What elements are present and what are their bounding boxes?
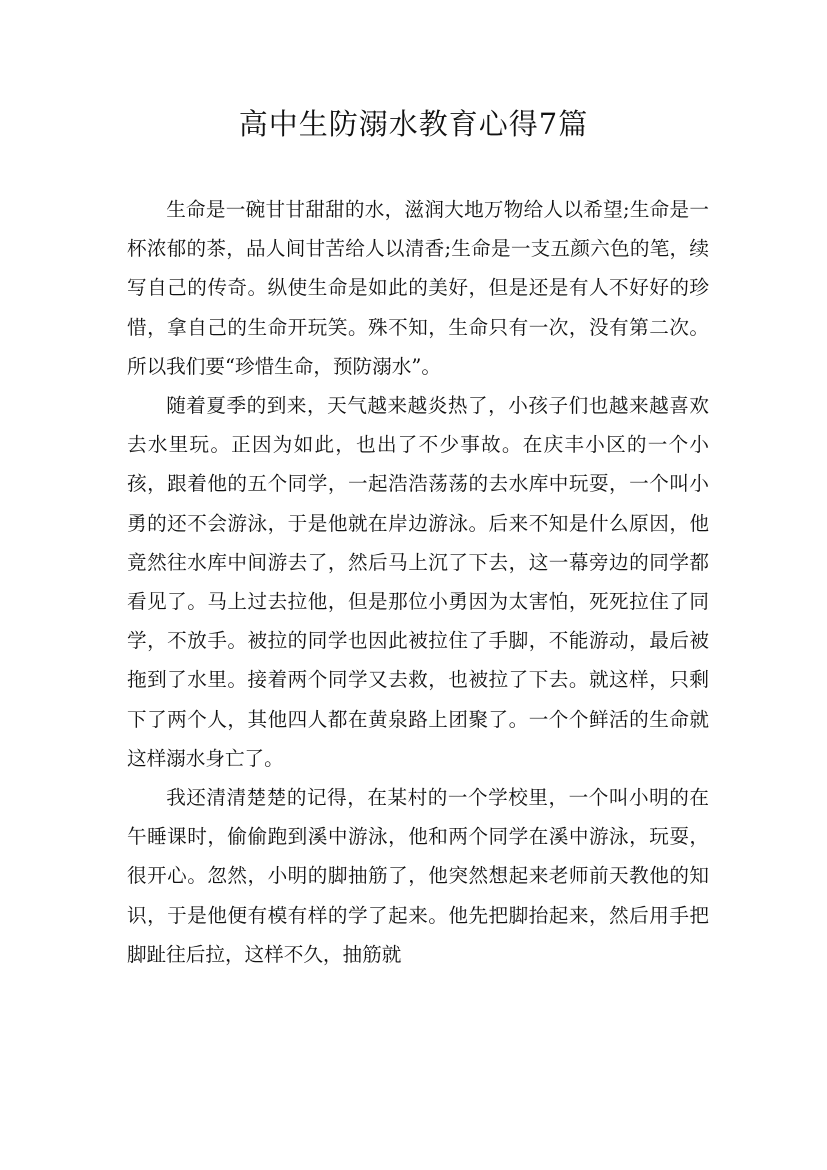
paragraph-2: 随着夏季的到来，天气越来越炎热了，小孩子们也越来越喜欢去水里玩。正因为如此，也出了不少事故。在庆丰小区的一个小孩，跟着他的五个同学，一起浩浩荡荡的去水库中玩耍，一个叫小勇的还不会游泳，于是他就在岸边游泳。后来不知是什么原因，他竟然往水库中间游去了，然后马上沉了下去，这一幕旁边的同学都看见了。马上过去拉他，但是那位小勇因为太害怕，死死拉住了同学，不放手。被拉的同学也因此被拉住了手脚，不能游动，最后被拖到了水里。接着两个同学又去救，也被拉了下去。就这样，只剩下了两个人，其他四人都在黄泉路上团聚了。一个个鲜活的生命就这样溺水身亡了。 [127,394,709,770]
paragraph-1: 生命是一碗甘甘甜甜的水，滋润大地万物给人以希望;生命是一杯浓郁的茶，品人间甘苦给人以清香;生命是一支五颜六色的笔，续写自己的传奇。纵使生命是如此的美好，但是还是有人不好好的珍惜，拿自己的生命开玩笑。殊不知，生命只有一次，没有第二次。所以我们要“珍惜生命，预防溺水”。 [127,198,709,378]
document-title: 高中生防溺水教育心得7篇 [238,107,589,141]
document-body [127,190,709,974]
paragraph-3: 我还清清楚楚的记得，在某村的一个学校里，一个叫小明的在午睡课时，偷偷跑到溪中游泳，他和两个同学在溪中游泳，玩耍，很开心。忽然，小明的脚抽筋了，他突然想起来老师前天教他的知识，于是他便有模有样的学了起来。他先把脚抬起来，然后用手把脚趾往后拉，这样不久，抽筋就 [127,786,709,966]
